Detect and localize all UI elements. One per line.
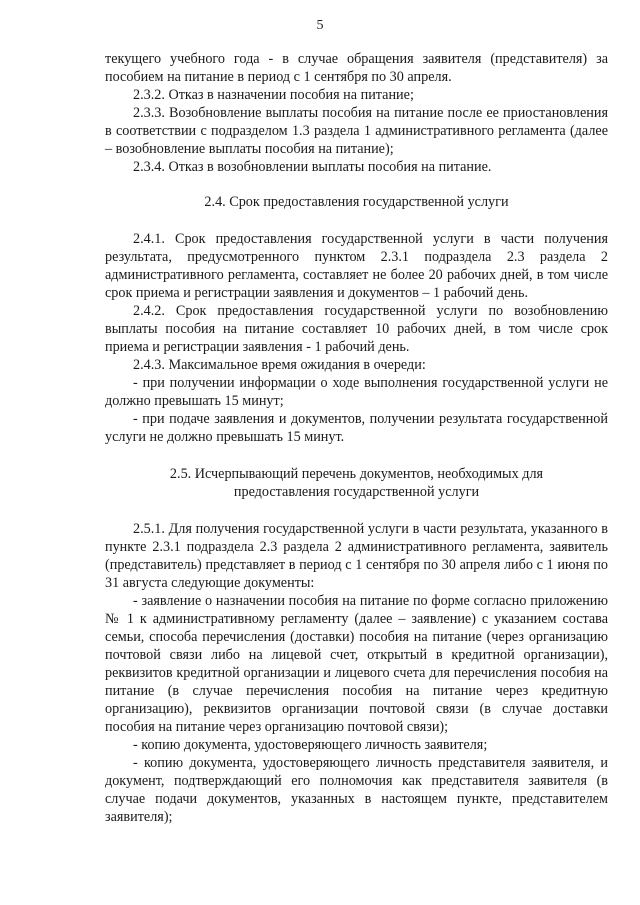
list-item: - копию документа, удостоверяющего личность представителя заявителя, и документ, подтверждающий его полномочия как представителя заявителя (в случае подачи документов, указанных в настоящем пункте, представителем заявителя); xyxy=(105,755,608,825)
paragraph: 2.5.1. Для получения государственной услуги в части результата, указанного в пункте 2.3.1 подраздела 2.3 раздела 2 административного регламента, заявитель (представитель) представляет в период с 1 сентября по 30 апреля либо с 1 июня по 31 августа следующие документы: xyxy=(105,521,608,591)
paragraph: 2.4.3. Максимальное время ожидания в очереди: xyxy=(133,357,426,373)
list-item: - заявление о назначении пособия на питание по форме согласно приложению № 1 к административному регламенту (далее – заявление) с указанием состава семьи, способа перечисления (доставки) пособия на питание (через организацию почтовой связи либо на лицевой счет, открытый в кредитной организации), реквизитов кредитной организации и лицевого счета для перечисления пособия на питание (в случае перечисления пособия на питание через кредитную организацию), реквизитов организации почтовой связи (в случае доставки пособия на питание через организацию почтовой связи); xyxy=(105,593,608,735)
section-heading xyxy=(105,465,608,501)
list-item: - копию документа, удостоверяющего личность заявителя; xyxy=(133,737,488,753)
paragraph: 2.3.4. Отказ в возобновлении выплаты пособия на питание. xyxy=(133,159,492,175)
list-item: - при подаче заявления и документов, получении результата государственной услуги не должно превышать 15 минут. xyxy=(105,411,608,445)
paragraph: 2.4.1. Срок предоставления государственной услуги в части получения результата, предусмотренного пунктом 2.3.1 подраздела 2.3 раздела 2 административного регламента, составляет не более 20 рабочих дней, в том числе срок приема и регистрации заявления и документов – 1 рабочий день. xyxy=(105,231,608,301)
section-heading-line: 2.5. Исчерпывающий перечень документов, необходимых для xyxy=(169,466,544,482)
paragraph: текущего учебного года - в случае обращения заявителя (представителя) за пособием на питание в период с 1 сентября по 30 апреля. xyxy=(105,51,608,85)
page-number: 5 xyxy=(316,18,324,33)
paragraph: 2.4.2. Срок предоставления государственной услуги по возобновлению выплаты пособия на питание составляет 10 рабочих дней, в том числе срок приема и регистрации заявления - 1 рабочий день. xyxy=(105,303,608,355)
paragraph: 2.3.2. Отказ в назначении пособия на питание; xyxy=(133,87,414,103)
document-body xyxy=(105,50,608,826)
list-item: - при получении информации о ходе выполнения государственной услуги не должно превышать 15 минут; xyxy=(105,375,608,409)
paragraph: 2.3.3. Возобновление выплаты пособия на питание после ее приостановления в соответствии с подразделом 1.3 раздела 1 административного регламента (далее – возобновление выплаты пособия на питание); xyxy=(105,105,608,157)
section-heading: 2.4. Срок предоставления государственной услуги xyxy=(204,194,509,210)
section-heading-line: предоставления государственной услуги xyxy=(233,484,480,500)
